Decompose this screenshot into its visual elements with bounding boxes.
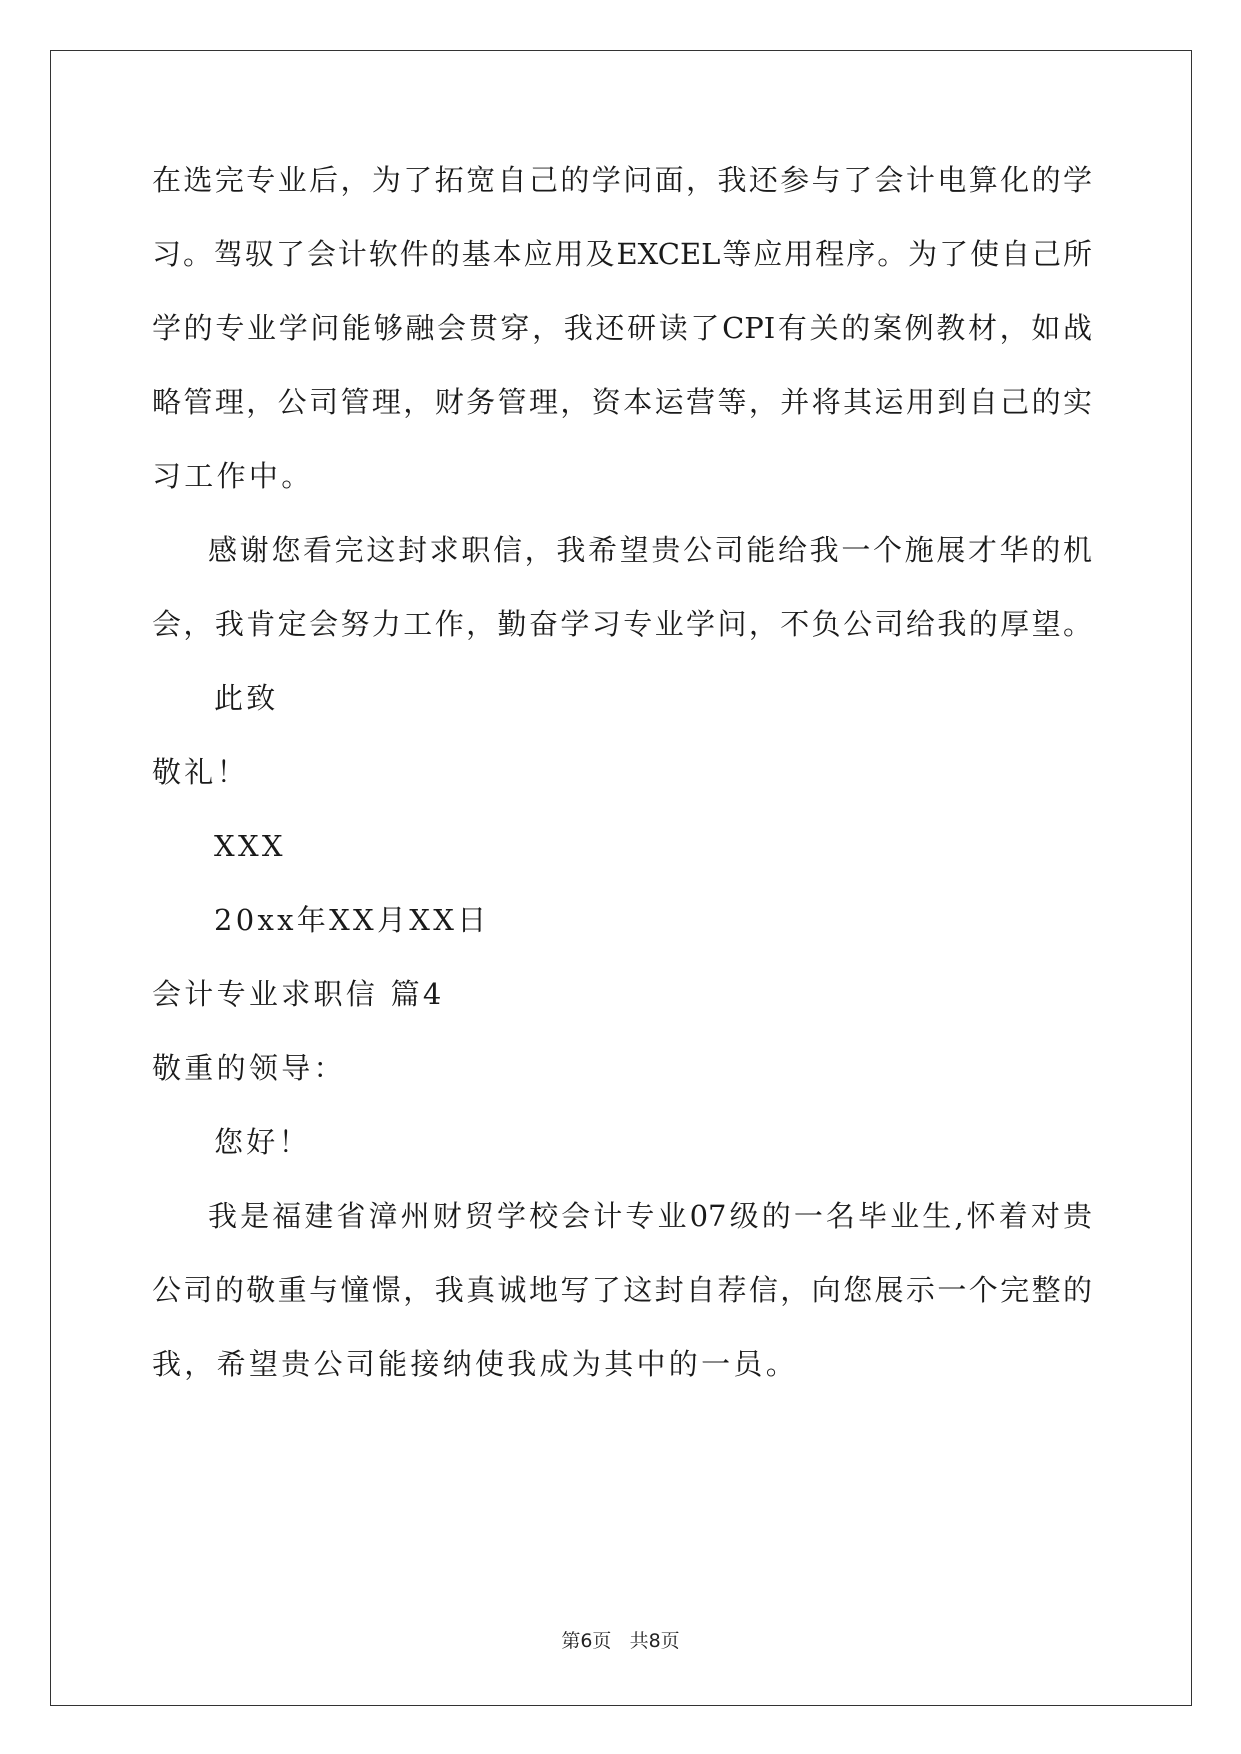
total-page-count: 8: [648, 1630, 661, 1652]
section-heading: 会计专业求职信 篇4: [152, 977, 445, 1011]
page-suffix: 页: [592, 1630, 612, 1652]
paragraph-line: 习。驾驭了会计软件的基本应用及EXCEL等应用程序。为了使自己所: [152, 237, 1092, 271]
page-frame: [50, 50, 1192, 1706]
closing-salutation: 此致: [214, 681, 279, 715]
paragraph-line: 在选完专业后，为了拓宽自己的学问面，我还参与了会计电算化的学: [152, 163, 1092, 197]
page-footer: [0, 1628, 1241, 1654]
paragraph-line: 我，希望贵公司能接纳使我成为其中的一员。: [152, 1347, 799, 1381]
paragraph-line: 公司的敬重与憧憬，我真诚地写了这封自荐信，向您展示一个完整的: [152, 1273, 1092, 1307]
total-suffix: 页: [660, 1630, 680, 1652]
total-prefix: 共: [629, 1630, 649, 1652]
paragraph-line: 学的专业学问能够融会贯穿，我还研读了CPI有关的案例教材，如战: [152, 311, 1092, 345]
greeting: 您好！: [214, 1125, 311, 1159]
salutation: 敬重的领导：: [152, 1051, 346, 1085]
signature-name: XXX: [214, 829, 286, 863]
signature-date: 20xx年XX月XX日: [214, 903, 490, 937]
paragraph-line: 我是福建省漳州财贸学校会计专业07级的一名毕业生,怀着对贵: [208, 1199, 1092, 1233]
current-page-number: 6: [580, 1630, 593, 1652]
paragraph-line: 习工作中。: [152, 459, 314, 493]
page-prefix: 第: [561, 1630, 581, 1652]
closing-respect: 敬礼！: [152, 755, 249, 789]
paragraph-line: 感谢您看完这封求职信，我希望贵公司能给我一个施展才华的机: [208, 533, 1092, 567]
paragraph-line: 会，我肯定会努力工作，勤奋学习专业学问，不负公司给我的厚望。: [152, 607, 1092, 641]
paragraph-line: 略管理，公司管理，财务管理，资本运营等，并将其运用到自己的实: [152, 385, 1092, 419]
